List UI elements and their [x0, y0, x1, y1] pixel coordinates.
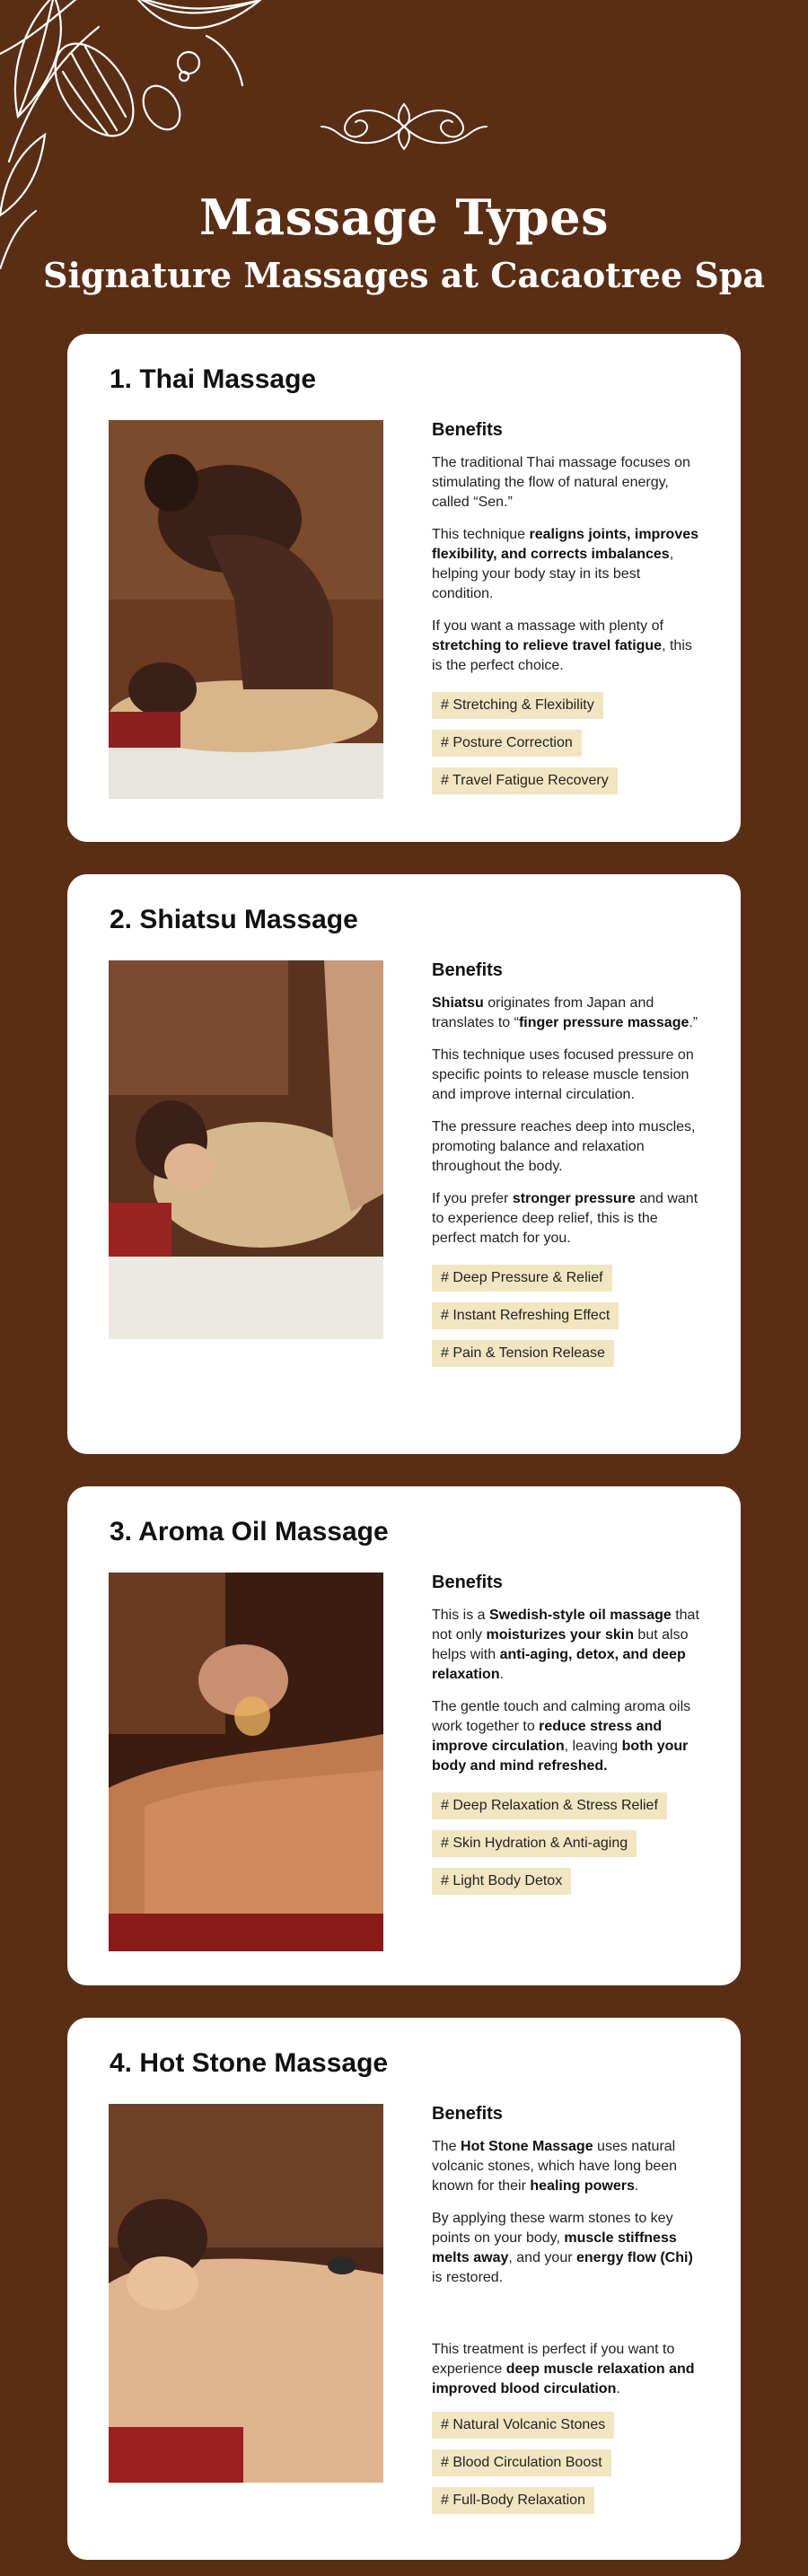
benefit-tag: # Light Body Detox: [432, 1868, 571, 1895]
text-run: By applying these warm stones to key points on your body,: [432, 2211, 673, 2246]
text-run: The: [432, 2139, 461, 2154]
bold-text: anti-aging, detox, and deep relaxation: [432, 1647, 686, 1682]
card-paragraph: [432, 1117, 701, 1177]
benefit-tag: # Full-Body Relaxation: [432, 2487, 594, 2514]
card-paragraph: [432, 2340, 701, 2399]
benefit-tag: # Posture Correction: [432, 730, 582, 757]
bold-text: stretching to relieve travel fatigue: [432, 638, 663, 653]
text-run: .”: [689, 1015, 698, 1030]
text-run: If you prefer: [432, 1191, 513, 1206]
bold-text: Hot Stone Massage: [461, 2139, 593, 2154]
text-run: This is a: [432, 1608, 490, 1623]
text-run: , leaving: [564, 1739, 622, 1754]
text-run: is restored.: [432, 2270, 504, 2285]
text-run: uses natural volcanic stones, which have long been known for their: [432, 2139, 678, 2194]
card-paragraph: [432, 1697, 701, 1776]
card-paragraph: [432, 453, 701, 513]
text-run: The traditional Thai massage focuses on stimulating the flow of natural energy, called “Sen.”: [432, 455, 690, 510]
hot-stone-massage-photo: [109, 2104, 383, 2483]
aroma-oil-massage-photo: [109, 1573, 383, 1951]
benefit-tag: # Stretching & Flexibility: [432, 692, 603, 719]
card-paragraph: [432, 994, 701, 1033]
thai-massage-photo: [109, 420, 383, 799]
card-title: 4. Hot Stone Massage: [110, 2048, 389, 2078]
text-run: This treatment is perfect if you want to experience: [432, 2342, 675, 2377]
text-run: .: [499, 1667, 505, 1682]
bold-text: deep muscle relaxation and improved blood circulation: [432, 2361, 695, 2396]
bold-text: Swedish-style oil massage: [489, 1608, 672, 1623]
card-title: 1. Thai Massage: [110, 364, 317, 394]
text-run: .: [616, 2381, 620, 2396]
card-paragraph: [432, 1606, 701, 1685]
text-run: If you want a massage with plenty of: [432, 618, 663, 634]
bold-text: healing powers: [530, 2178, 635, 2194]
benefit-tag: # Blood Circulation Boost: [432, 2449, 611, 2476]
text-run: , this is the perfect choice.: [432, 638, 692, 673]
bold-text: Shiatsu: [432, 995, 484, 1011]
text-run: .: [634, 2178, 639, 2194]
massage-card-shiatsu: [67, 874, 741, 1454]
bold-text: moisturizes your skin: [486, 1627, 634, 1643]
text-run: but also helps with: [432, 1627, 689, 1662]
bold-text: both your body and mind refreshed.: [432, 1739, 689, 1774]
card-paragraph: [432, 2209, 701, 2288]
card-paragraph: [432, 617, 701, 676]
benefit-tag: # Travel Fatigue Recovery: [432, 767, 618, 794]
bold-text: finger pressure massage: [518, 1015, 689, 1030]
page-header: [0, 0, 808, 334]
text-run: , and your: [508, 2250, 576, 2265]
shiatsu-massage-photo: [109, 960, 383, 1339]
text-run: , helping your body stay in its best condition.: [432, 547, 674, 601]
massage-card-thai: [67, 334, 741, 842]
text-run: that not only: [432, 1608, 699, 1643]
page-subtitle: Signature Massages at Cacaotree Spa: [43, 255, 765, 295]
bold-text: reduce stress and improve circulation: [432, 1719, 663, 1754]
text-run: and want to experience deep relief, this is the perfect match for you.: [432, 1191, 698, 1246]
page-title: Massage Types: [198, 188, 610, 246]
benefits-heading: Benefits: [432, 960, 503, 980]
card-title: 3. Aroma Oil Massage: [110, 1517, 389, 1546]
card-title: 2. Shiatsu Massage: [110, 905, 358, 934]
card-paragraph: [432, 1189, 701, 1249]
benefit-tag: # Deep Relaxation & Stress Relief: [432, 1792, 667, 1819]
benefit-tag: # Deep Pressure & Relief: [432, 1265, 612, 1292]
benefit-tag: # Natural Volcanic Stones: [432, 2412, 614, 2439]
card-paragraph: [432, 1046, 701, 1105]
massage-card-aroma-oil: [67, 1486, 741, 1985]
benefit-tag: # Pain & Tension Release: [432, 1340, 614, 1367]
bold-text: muscle stiffness melts away: [432, 2230, 677, 2265]
bold-text: stronger pressure: [512, 1191, 636, 1206]
bold-text: realigns joints, improves flexibility, and corrects imbalances: [432, 527, 699, 562]
benefits-heading: Benefits: [432, 1573, 503, 1592]
text-run: This technique uses focused pressure on specific points to release muscle tension and improve internal circulation.: [432, 1047, 694, 1102]
text-run: The gentle touch and calming aroma oils work together to: [432, 1699, 691, 1734]
bold-text: energy flow (Chi): [576, 2250, 693, 2265]
card-paragraph: [432, 525, 701, 604]
benefits-heading: Benefits: [432, 420, 503, 440]
text-run: The pressure reaches deep into muscles, promoting balance and relaxation throughout the body.: [432, 1119, 696, 1174]
ornament-flourish: [320, 97, 488, 156]
benefit-tag: # Instant Refreshing Effect: [432, 1302, 619, 1329]
card-paragraph: [432, 2137, 701, 2196]
benefits-heading: Benefits: [432, 2104, 503, 2124]
text-run: originates from Japan and translates to “: [432, 995, 654, 1030]
benefit-tag: # Skin Hydration & Anti-aging: [432, 1830, 637, 1857]
massage-card-hot-stone: [67, 2018, 741, 2560]
text-run: This technique: [432, 527, 530, 542]
